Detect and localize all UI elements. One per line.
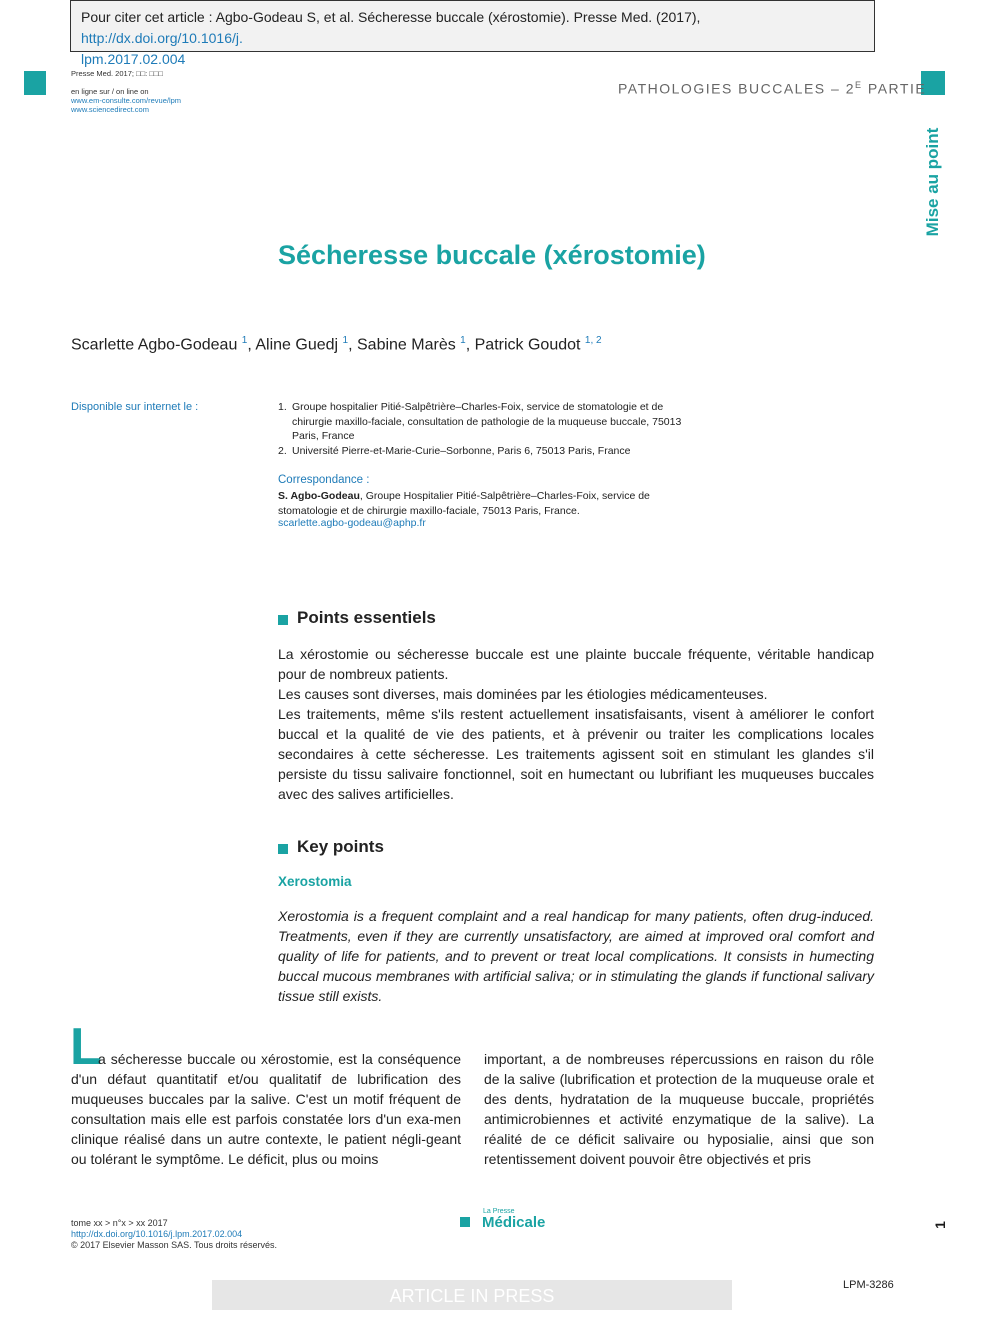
logo-square-icon [460, 1217, 470, 1227]
author-name: Scarlette Agbo-Godeau [71, 336, 238, 354]
footer-tome: tome xx > n°x > xx 2017 [71, 1218, 168, 1228]
body-column-left: d'un défaut quantitatif et/ou qualitatif de lubrification des muqueuses buccales par la salive. C'est un motif fréquent de consultation mais elle est parfois constatée lors d'un exa-men clinique réalisé dans un autre contexte, le patient négli-geant ou tolérant le symptôme. Le déficit, plus ou moins [71, 1071, 461, 1167]
correspondence-text: S. Agbo-Godeau, Groupe Hospitalier Pitié-Salpêtrière–Charles-Foix, service de stomatologie et de chirurgie maxillo-faciale, 75013 Paris, France. [278, 490, 650, 517]
article-in-press-banner: ARTICLE IN PRESS [212, 1280, 732, 1310]
correspondence-email[interactable]: scarlette.agbo-godeau@aphp.fr [278, 517, 426, 529]
affiliation-item: 2. Université Pierre-et-Marie-Curie–Sorbonne, Paris 6, 75013 Paris, France [278, 444, 631, 457]
drop-cap: L [70, 1018, 102, 1076]
correspondence-label: Correspondance : [278, 474, 370, 486]
author-name: Patrick Goudot [474, 336, 581, 354]
affiliation-item: 1. Groupe hospitalier Pitié-Salpêtrière–Charles-Foix, service de stomatologie et de chirurgie maxillo-faciale, consultation de pathologie de la muqueuse buccale, 75013 Paris, France [278, 401, 682, 442]
footer-meta [71, 1218, 277, 1251]
heading-marker [278, 615, 288, 625]
affiliations [278, 400, 688, 458]
online-label: en ligne sur / on line on [71, 87, 149, 96]
citation-doi-link[interactable]: http://dx.doi.org/10.1016/j. lpm.2017.02.004 [81, 30, 243, 67]
journal-issue: Presse Med. 2017; □□: □□□ [71, 69, 163, 78]
author-name: Aline Guedj [255, 336, 339, 354]
points-essentiels-heading: Points essentiels [297, 608, 436, 627]
footer-copyright: © 2017 Elsevier Masson SAS. Tous droits réservés. [71, 1240, 278, 1250]
citation-text: Pour citer cet article : Agbo-Godeau S, et al. Sécheresse buccale (xérostomie). Presse Med. (2017), [81, 9, 701, 25]
key-points-text: Xerostomia is a frequent complaint and a real handicap for many patients, often drug-induced. Treatments, even if they are currently unsatisfactory, are aimed at improved oral comfort and quality of life for patients, and to prevent or treat local complications. It consists in humecting buccal mucous membranes with artificial saliva; or in stimulating the glands if functional salivary tissue still exists. [278, 908, 874, 1004]
key-points-heading: Key points [297, 837, 384, 856]
body-column-right: important, a de nombreuses répercussions en raison du rôle de la salive (lubrification et protection de la muqueuse orale et des dents, hydratation de la muqueuse buccale, propriétés antimicrobiennes et activité enzymatique de la salive). La réalité de ce déficit salivaire ou hyposialie, ainsi que son retentissement doivent pouvoir être objectivés et pris [484, 1051, 874, 1167]
points-essentiels-body: La xérostomie ou sécheresse buccale est une plainte buccale fréquente, véritable handicap pour de nombreux patients. Les causes sont diverses, mais dominées par les étiologies médicamenteuses. Les traitements, même s'ils restent actuellement insatisfaisants, visent à améliorer le confort buccal et la qualité de vie des patients, et à prévenir ou traiter les complications locales secondaires à cette sécheresse. Les traitements agissent soit en stimulant les glandes s'il persiste du tissu salivaire fonctionnel, soit en humectant ou lubrifiant les muqueuses buccales avec des salives artificielles. [278, 646, 874, 802]
heading-marker [278, 844, 288, 854]
footer-doi-link[interactable]: http://dx.doi.org/10.1016/j.lpm.2017.02.004 [71, 1229, 243, 1239]
journal-meta [71, 69, 181, 114]
page-number: 1 [932, 1221, 948, 1229]
article-title: Sécheresse buccale (xérostomie) [278, 240, 706, 270]
section-header: PATHOLOGIES BUCCALES – $2^E$ PARTIE [618, 80, 927, 97]
citation-box [70, 0, 875, 67]
available-online-label: Disponible sur internet le : [71, 401, 199, 413]
author-list: Scarlette Agbo-Godeau $^1$, Aline Guedj $^1$, Sabine Marès $^1$, Patrick Goudot $^{1, 2}$ [71, 335, 602, 354]
author-name: Sabine Marès [357, 336, 456, 354]
corner-marker-left [24, 71, 46, 95]
em-consulte-link[interactable]: www.em-consulte.com/revue/lpm [71, 96, 182, 105]
side-label: Mise au point [923, 127, 942, 237]
sciencedirect-link[interactable]: www.sciencedirect.com [71, 105, 149, 114]
body-col1-first-line: a sécheresse buccale ou xérostomie, est la conséquence [98, 1051, 461, 1067]
key-points-subheading: Xerostomia [278, 874, 352, 889]
article-code: LPM-3286 [843, 1279, 894, 1291]
